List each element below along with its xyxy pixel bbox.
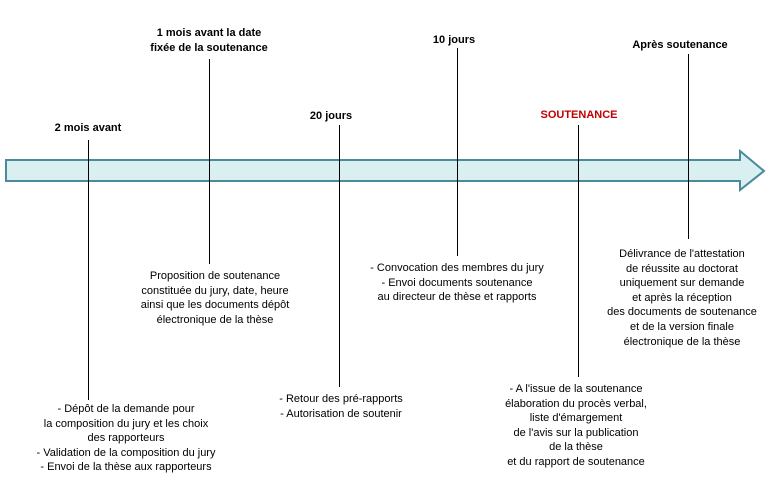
milestone-header-20jours: [310, 109, 352, 124]
milestone-text-soutenance: [505, 382, 647, 470]
text-line: ainsi que les documents dépôt: [140, 299, 290, 312]
text-line: constituée du jury, date, heure: [141, 284, 289, 297]
text-line: de l'avis sur la publication: [513, 426, 639, 439]
text-line: élaboration du procès verbal,: [505, 397, 647, 410]
text-line: - Convocation des membres du jury: [370, 262, 544, 274]
text-line: - Retour des pré-rapports: [279, 393, 403, 405]
text-line: de la thèse: [549, 441, 603, 454]
text-line: des rapporteurs: [87, 432, 165, 445]
header-line: 1 mois avant la date: [156, 27, 262, 39]
milestone-header-2mois: [55, 121, 122, 136]
text-line: - Autorisation de soutenir: [280, 407, 402, 420]
text-line: et après la réception: [632, 291, 732, 304]
milestone-text-2mois: [37, 402, 216, 475]
header-line: fixée de la soutenance: [150, 42, 268, 54]
header-line: Après soutenance: [632, 39, 728, 51]
connector-apres: [688, 54, 689, 239]
text-line: et de la version finale: [630, 320, 734, 333]
milestone-text-10jours: [370, 261, 544, 305]
milestone-header-soutenance: [540, 108, 617, 123]
text-line: Proposition de soutenance: [149, 270, 281, 282]
text-line: - Validation de la composition du jury: [36, 446, 216, 459]
connector-10jours: [457, 48, 458, 256]
header-line: 10 jours: [432, 34, 476, 46]
text-line: Délivrance de l'attestation: [619, 248, 745, 260]
connector-1mois: [209, 59, 210, 264]
header-line: 2 mois avant: [54, 122, 122, 134]
connector-20jours: [339, 125, 340, 387]
milestone-header-10jours: [433, 33, 475, 48]
connector-2mois: [88, 140, 89, 400]
header-line: 20 jours: [309, 110, 353, 122]
text-line: - Dépôt de la demande pour: [57, 403, 195, 415]
text-line: électronique de la thèse: [156, 313, 274, 326]
timeline-arrow-shape: [6, 151, 764, 190]
text-line: des documents de soutenance: [607, 306, 757, 319]
text-line: électronique de la thèse: [623, 335, 741, 348]
text-line: - Envoi de la thèse aux rapporteurs: [40, 461, 212, 474]
text-line: - A l'issue de la soutenance: [509, 383, 643, 395]
milestone-header-apres: [632, 38, 727, 53]
text-line: uniquement sur demande: [619, 277, 745, 290]
text-line: la composition du jury et les choix: [43, 417, 209, 430]
text-line: de réussite au doctorat: [626, 262, 738, 275]
text-line: liste d'émargement: [529, 412, 623, 425]
text-line: au directeur de thèse et rapports: [377, 291, 537, 304]
milestone-text-apres: [607, 247, 757, 349]
connector-soutenance: [578, 125, 579, 377]
text-line: et du rapport de soutenance: [507, 455, 645, 468]
milestone-text-20jours: [279, 392, 403, 421]
milestone-text-1mois: [141, 269, 290, 327]
milestone-header-1mois: [150, 26, 267, 56]
header-line: SOUTENANCE: [540, 109, 618, 121]
text-line: - Envoi documents soutenance: [381, 276, 533, 289]
